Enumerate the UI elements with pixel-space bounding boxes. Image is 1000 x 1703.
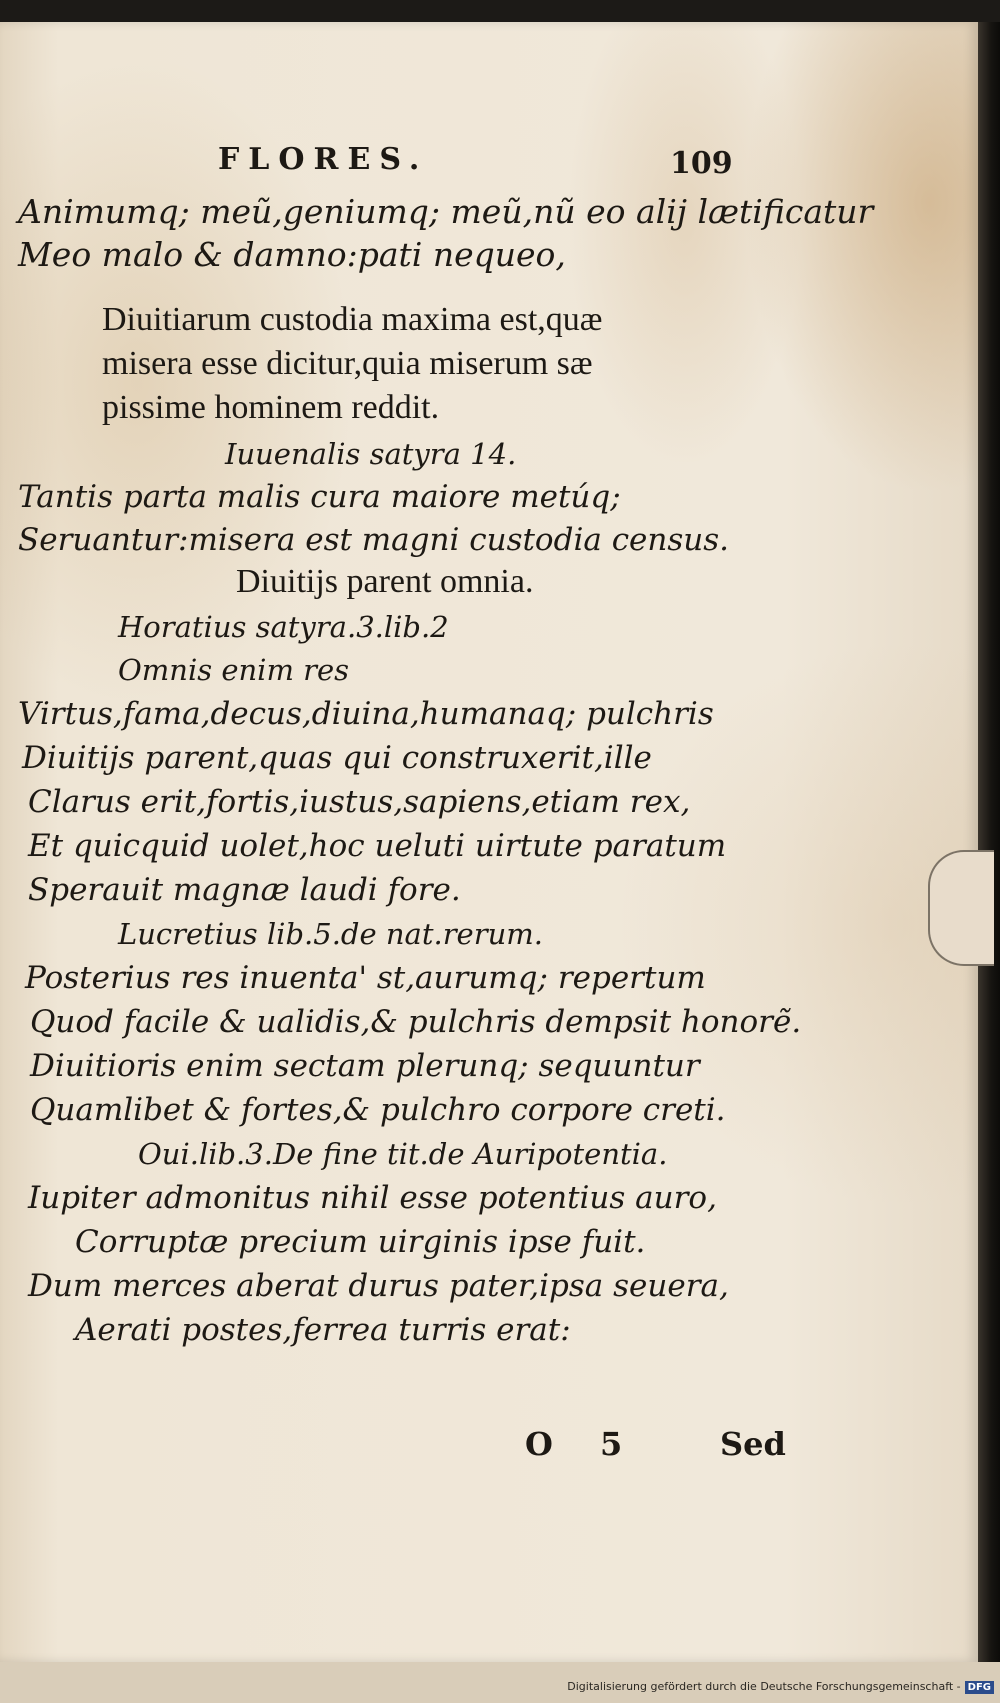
text-line: Omnis enim res <box>118 653 350 687</box>
page-number: 109 <box>670 146 733 181</box>
page-clip-tab <box>928 850 994 966</box>
credit-text: Digitalisierung gefördert durch die Deutsche Forschungsgemeinschaft - <box>567 1680 961 1693</box>
text-line: misera esse dicitur,quia miserum sæ <box>102 345 593 382</box>
text-line: Quod facile & ualidis,& pulchris dempsit honorẽ. <box>30 1004 802 1040</box>
text-line: Seruantur:misera est magni custodia census. <box>18 522 730 558</box>
page-fore-edge <box>978 22 1000 1662</box>
text-line: Virtus,fama,decus,diuina,humanaq; pulchris <box>18 696 714 732</box>
text-line: Diuitioris enim sectam plerunq; sequuntur <box>30 1048 700 1084</box>
running-head: FLORES. <box>218 142 429 177</box>
text-line: Diuitijs parent omnia. <box>236 563 534 600</box>
text-line: Iuuenalis satyra 14. <box>225 437 517 471</box>
text-line: Quamlibet & fortes,& pulchro corpore creti. <box>30 1092 726 1128</box>
signature-mark: O 5 <box>525 1425 641 1463</box>
text-line: Dum merces aberat durus pater,ipsa seuera, <box>28 1268 729 1304</box>
text-line: Diuitiarum custodia maxima est,quæ <box>102 301 603 338</box>
text-line: pissime hominem reddit. <box>102 389 440 426</box>
text-line: Clarus erit,fortis,iustus,sapiens,etiam rex, <box>28 784 691 820</box>
text-line: Corruptæ precium uirginis ipse fuit. <box>75 1224 646 1260</box>
text-line: Et quicquid uolet,hoc ueluti uirtute paratum <box>28 828 727 864</box>
text-line: Tantis parta malis cura maiore metúq; <box>18 479 621 515</box>
dfg-logo: DFG <box>965 1681 994 1694</box>
text-line: Diuitijs parent,quas qui construxerit,ille <box>22 740 652 776</box>
digitization-credit <box>567 1680 994 1694</box>
text-line: Posterius res inuenta' st,aurumq; repertum <box>25 960 706 996</box>
text-line: Lucretius lib.5.de nat.rerum. <box>118 917 543 951</box>
text-line: Animumq; meũ,geniumq; meũ,nũ eo alij lætificatur <box>18 192 874 231</box>
text-line: Sperauit magnæ laudi fore. <box>28 872 461 908</box>
text-line: Meo malo & damno:pati nequeo, <box>18 235 566 274</box>
text-line: Aerati postes,ferrea turris erat: <box>75 1312 571 1348</box>
catchword: Sed <box>720 1425 786 1463</box>
text-line: Iupiter admonitus nihil esse potentius auro, <box>28 1180 717 1216</box>
text-line: Horatius satyra.3.lib.2 <box>118 610 449 644</box>
text-line: Oui.lib.3.De fine tit.de Auripotentia. <box>138 1137 668 1171</box>
book-page <box>0 22 978 1662</box>
